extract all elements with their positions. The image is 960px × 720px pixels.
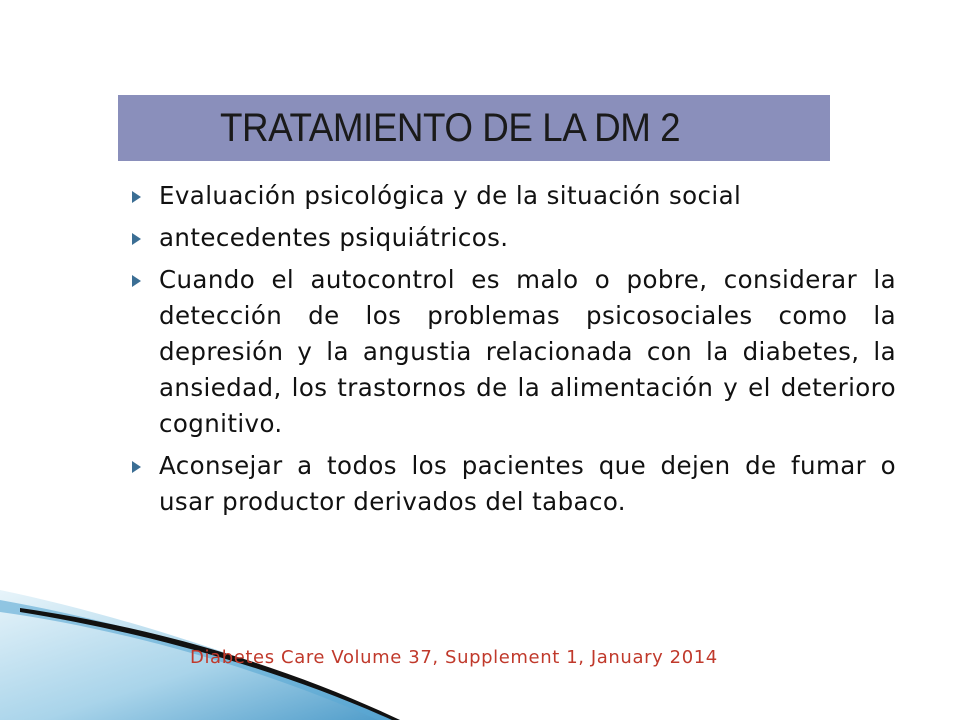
bullet-text: antecedentes psiquiátricos.: [159, 223, 509, 252]
bullet-list: [132, 178, 896, 526]
bullet-text: Cuando el autocontrol es malo o pobre, considerar la detección de los problemas psicosociales como la depresión y la angustia relacionada con la diabetes, la ansiedad, los trastornos de la alimentación y el deterioro cognitivo.: [159, 265, 896, 438]
bullet-text: Aconsejar a todos los pacientes que dejen de fumar o usar productor derivados del tabaco.: [159, 451, 896, 516]
bullet-item: [132, 448, 896, 520]
citation-text: Diabetes Care Volume 37, Supplement 1, January 2014: [190, 647, 718, 668]
bullet-item: [132, 262, 896, 442]
triangle-right-icon: [132, 191, 141, 203]
triangle-right-icon: [132, 275, 141, 287]
slide-title: TRATAMIENTO DE LA DM 2: [220, 106, 681, 150]
triangle-right-icon: [132, 461, 141, 473]
bullet-text: Evaluación psicológica y de la situación social: [159, 181, 742, 210]
triangle-right-icon: [132, 233, 141, 245]
bullet-item: [132, 178, 896, 214]
bullet-item: [132, 220, 896, 256]
